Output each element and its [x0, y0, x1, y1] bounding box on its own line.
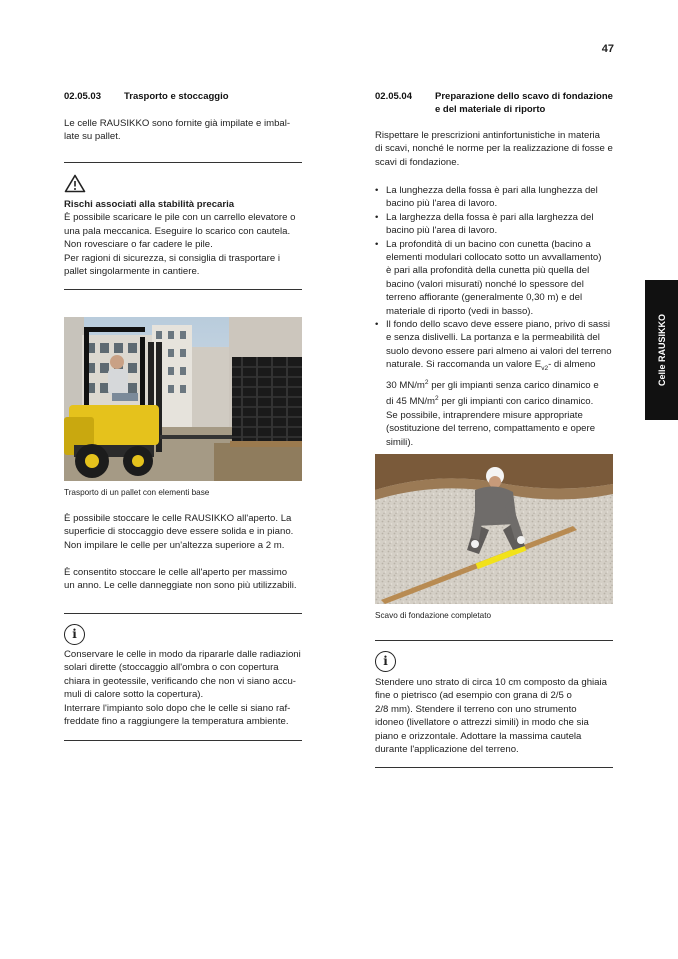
forklift-photo: [64, 317, 302, 481]
divider: [64, 162, 302, 163]
section-heading-left: [64, 90, 304, 103]
image-caption: Scavo di fondazione completato: [375, 611, 492, 620]
storage-paragraph-2: È consentito stoccare le celle all'aperto per massimo un anno. Le celle danneggiate non sono più utilizzabili.: [64, 567, 297, 592]
list-item: • La larghezza della fossa è pari alla larghezza del bacino più l'area di lavoro.: [375, 211, 620, 238]
divider: [64, 289, 302, 290]
section-number: 02.05.03: [64, 91, 101, 102]
section-title: Trasporto e stoccaggio: [124, 91, 229, 102]
page-number: 47: [601, 43, 614, 55]
list-item: • La profondità di un bacino con cunetta (bacino a elementi modulari collocato sotto un avvallamento) è pari alla profondità della cunetta più quella del bacino (valori misurati) nonché lo spessore del terreno affiorante (generalmente 0,30 m) e del materiale di riporto (vedi in basso).: [375, 238, 620, 318]
info-block-right: Stendere uno strato di circa 10 cm composto da ghiaia fine o pietrisco (ad esempio con grana di 2/5 o 2/8 mm). Stendere il terreno con uno strumento idoneo (livellatore o attrezzi simili) in modo che sia piano e orizzontale. Adottare la massima cautela durante l'applicazione del terreno.: [375, 677, 607, 756]
requirements-list: [375, 184, 620, 449]
list-item: • La lunghezza della fossa è pari alla lunghezza del bacino più l'area di lavoro.: [375, 184, 620, 211]
info-circle-icon: i: [64, 624, 85, 645]
warning-block: Rischi associati alla stabilità precaria È possibile scaricare le pile con un carrello elevatore o una pala meccanica. Eseguire lo scarico con cautela. Non rovesciare o far cadere le pile. Per ragioni di sicurezza, si consiglia di trasportare i pallet singolarmente in cantiere.: [64, 198, 309, 278]
info-circle-icon: i: [375, 651, 396, 672]
intro-paragraph: Rispettare le prescrizioni antinfortunistiche in materia di scavi, nonché le norme per la realizzazione di fosse e scavi di fondazione.: [375, 130, 613, 168]
divider: [375, 767, 613, 768]
warning-title: Rischi associati alla stabilità precaria: [64, 199, 235, 210]
divider: [64, 740, 302, 741]
list-item: • Il fondo dello scavo deve essere piano, privo di sassi e senza dislivelli. La portanza e la permeabilità del suolo devono essere pari almeno ai valori del terreno naturale. Si raccomanda un valore $E_{v2}-$ di almeno 30 $MN/m^2$ per gli impianti senza carico dinamico e di 45 $MN/m^2$ per gli impianti con carico dinamico. Se possibile, intraprendere misure appropriate (sostituzione del terreno, compattamento e opere simili).: [375, 318, 620, 449]
warning-triangle-icon: [64, 174, 86, 193]
section-heading-right: [375, 90, 615, 116]
divider: [375, 640, 613, 641]
storage-paragraph: È possibile stoccare le celle RAUSIKKO all'aperto. La superficie di stoccaggio deve essere solida e in piano. Non impilare le celle per un'altezza superiore a 2 m.: [64, 513, 294, 551]
side-tab-label: Celle RAUSIKKO: [656, 313, 667, 387]
excavation-photo: [375, 454, 613, 604]
image-caption: Trasporto di un pallet con elementi base: [64, 488, 210, 497]
section-title: Preparazione dello scavo di fondazione e del materiale di riporto: [435, 91, 613, 115]
info-block-left: Conservare le celle in modo da ripararle dalle radiazioni solari dirette (stoccaggio all'ombra o con copertura chiara in geotessile, verificando che non vi siano accu- muli di calore sotto la copertura). Interrare l'impianto solo dopo che le celle si siano raf- freddate fino a raggiungere la temperatura ambiente.: [64, 649, 301, 728]
section-number: 02.05.04: [375, 91, 412, 102]
divider: [64, 613, 302, 614]
side-tab[interactable]: [645, 280, 678, 420]
intro-paragraph: Le celle RAUSIKKO sono fornite già impilate e imbal- late su pallet.: [64, 118, 291, 143]
